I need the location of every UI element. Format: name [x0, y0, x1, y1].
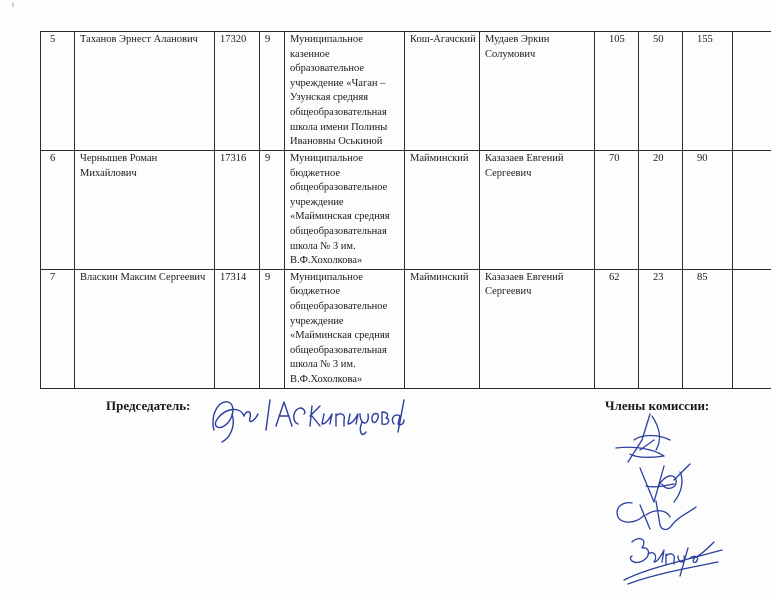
- participant-name: Чернышев Роман Михайлович: [75, 151, 215, 270]
- member-signature-4-drawing: [618, 528, 728, 588]
- chair-signature-drawing: [200, 386, 410, 446]
- row-number: 7: [41, 269, 75, 388]
- teacher-name: Казазаев Евгений Сергеевич: [480, 151, 595, 270]
- empty-cell: [733, 151, 771, 270]
- grade: 9: [260, 32, 285, 151]
- row-number: 6: [41, 151, 75, 270]
- participant-code: 17314: [215, 269, 260, 388]
- member-signature-1-drawing: [612, 410, 682, 465]
- row-number: 5: [41, 32, 75, 151]
- district: Кош-Агачский: [405, 32, 480, 151]
- participant-name: Таханов Эрнест Аланович: [75, 32, 215, 151]
- theory-score: 62: [595, 269, 639, 388]
- practice-score: 20: [639, 151, 683, 270]
- school-name: Муниципальное бюджетное общеобразовательное учреждение «Майминская средняя общеобразовательная школа № 3 им. В.Ф.Хохолкова»: [285, 269, 405, 388]
- participant-code: 17316: [215, 151, 260, 270]
- teacher-name: Казазаев Евгений Сергеевич: [480, 269, 595, 388]
- corner-mark: ⁱ: [12, 2, 15, 13]
- member-signature-1: [612, 410, 682, 465]
- total-score: 85: [683, 269, 733, 388]
- teacher-name: Мудаев Эркин Солумович: [480, 32, 595, 151]
- grade: 9: [260, 151, 285, 270]
- chair-label: Председатель:: [106, 398, 191, 413]
- theory-score: 70: [595, 151, 639, 270]
- table-row: [41, 151, 771, 270]
- participant-code: 17320: [215, 32, 260, 151]
- signature-area: [0, 380, 776, 600]
- table-row: [41, 269, 771, 388]
- district: Майминский: [405, 151, 480, 270]
- empty-cell: [733, 269, 771, 388]
- district: Майминский: [405, 269, 480, 388]
- practice-score: 23: [639, 269, 683, 388]
- practice-score: 50: [639, 32, 683, 151]
- total-score: 155: [683, 32, 733, 151]
- participant-name: Власкин Максим Сергеевич: [75, 269, 215, 388]
- theory-score: 105: [595, 32, 639, 151]
- empty-cell: [733, 32, 771, 151]
- total-score: 90: [683, 151, 733, 270]
- school-name: Муниципальное казенное образовательное учреждение «Чаган – Узунская средняя общеобразовательная школа имени Полины Ивановны Оськиной: [285, 32, 405, 151]
- members-label: Члены комиссии:: [605, 398, 710, 413]
- school-name: Муниципальное бюджетное общеобразовательное учреждение «Майминская средняя общеобразовательная школа № 3 им. В.Ф.Хохолкова»: [285, 151, 405, 270]
- chair-signature: [200, 386, 410, 446]
- grade: 9: [260, 269, 285, 388]
- member-signature-4: [618, 528, 728, 588]
- table-row: [41, 32, 771, 151]
- results-table: [40, 31, 771, 389]
